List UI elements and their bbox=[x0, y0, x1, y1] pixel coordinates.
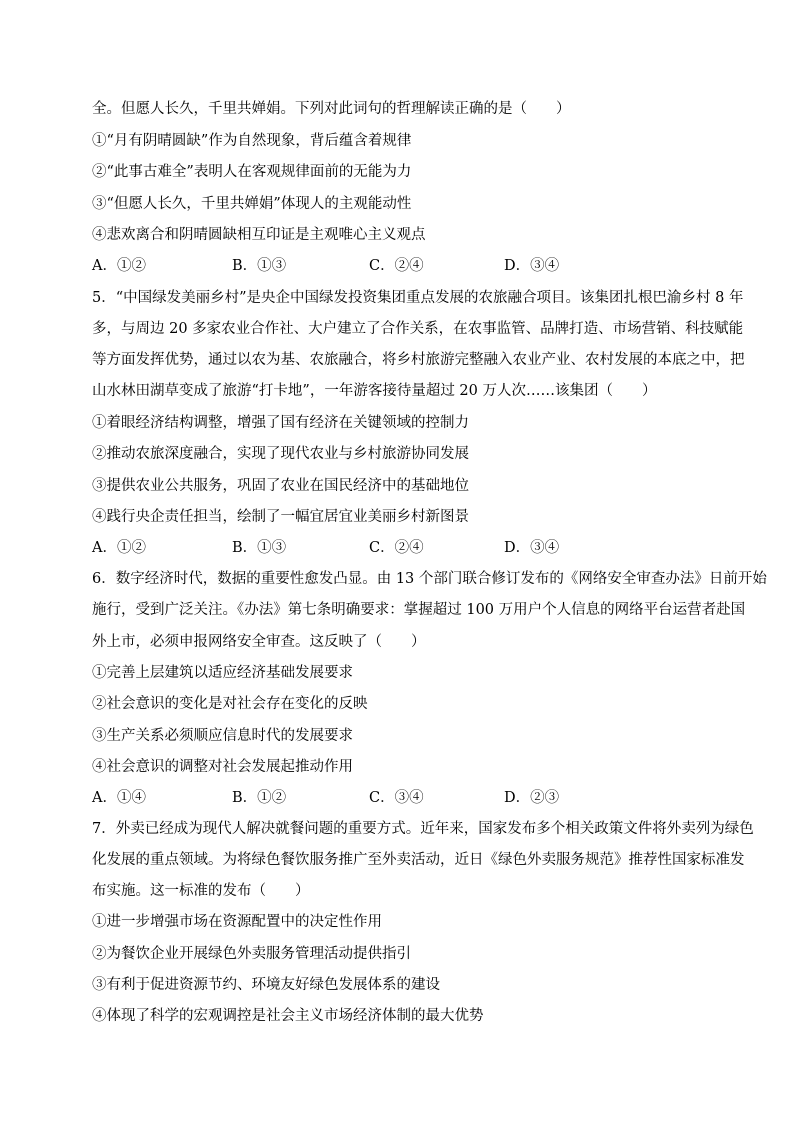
choice-a: A．①② bbox=[92, 258, 146, 274]
question-4-option-1: ①“月有阴晴圆缺”作为自然现象，背后蕴含着规律 bbox=[92, 133, 412, 149]
choice-b: B．①③ bbox=[232, 540, 287, 556]
question-5-stem-line: 多，与周边 20 多家农业合作社、大户建立了合作关系，在农事监管、品牌打造、市场营销、科技赋能 bbox=[92, 321, 744, 337]
question-7-stem-line: 化发展的重点领域。为将绿色餐饮服务推广至外卖活动，近日《绿色外卖服务规范》推荐性国家标准发 bbox=[92, 852, 745, 868]
question-5-option-2: ②推动农旅深度融合，实现了现代农业与乡村旅游协同发展 bbox=[92, 446, 469, 462]
question-6-option-4: ④社会意识的调整对社会发展起推动作用 bbox=[92, 759, 353, 775]
choice-b: B．①② bbox=[232, 790, 287, 806]
question-6-option-1: ①完善上层建筑以适应经济基础发展要求 bbox=[92, 665, 353, 681]
question-5-option-1: ①着眼经济结构调整，增强了国有经济在关键领域的控制力 bbox=[92, 415, 469, 431]
choice-c: C．③④ bbox=[369, 790, 424, 806]
choice-c: C．②④ bbox=[369, 540, 424, 556]
question-5-stem-line: 5．“中国绿发美丽乡村”是央企中国绿发投资集团重点发展的农旅融合项目。该集团扎根巴渝乡村 8 年 bbox=[92, 290, 744, 306]
choice-d: D．③④ bbox=[504, 258, 560, 274]
choice-b: B．①③ bbox=[232, 258, 287, 274]
choice-d: D．③④ bbox=[504, 540, 560, 556]
question-7-option-1: ①进一步增强市场在资源配置中的决定性作用 bbox=[92, 914, 382, 930]
question-4-option-3: ③“但愿人长久，千里共婵娟”体现人的主观能动性 bbox=[92, 196, 412, 212]
question-6-option-3: ③生产关系必须顺应信息时代的发展要求 bbox=[92, 728, 353, 744]
choice-a: A．①④ bbox=[92, 790, 146, 806]
question-4-option-2: ②“此事古难全”表明人在客观规律面前的无能为力 bbox=[92, 164, 412, 180]
question-6-stem-line: 6．数字经济时代，数据的重要性愈发凸显。由 13 个部门联合修订发布的《网络安全审查办法》日前开始 bbox=[92, 571, 767, 587]
question-4-option-4: ④悲欢离合和阴晴圆缺相互印证是主观唯心主义观点 bbox=[92, 227, 426, 243]
question-7-option-4: ④体现了科学的宏观调控是社会主义市场经济体制的最大优势 bbox=[92, 1008, 484, 1024]
question-6-choices bbox=[92, 788, 732, 808]
question-6-stem-line: 施行，受到广泛关注。《办法》第七条明确要求：掌握超过 100 万用户个人信息的网络平台运营者赴国 bbox=[92, 602, 746, 618]
question-4-choices bbox=[92, 256, 732, 276]
question-6-option-2: ②社会意识的变化是对社会存在变化的反映 bbox=[92, 696, 368, 712]
question-7-stem-line: 布实施。这一标准的发布（ ） bbox=[92, 883, 310, 899]
question-4-stem-line: 全。但愿人长久，千里共婵娟。下列对此词句的哲理解读正确的是（ ） bbox=[92, 101, 571, 117]
choice-a: A．①② bbox=[92, 540, 146, 556]
question-5-option-3: ③提供农业公共服务，巩固了农业在国民经济中的基础地位 bbox=[92, 478, 469, 494]
question-7-option-3: ③有利于促进资源节约、环境友好绿色发展体系的建设 bbox=[92, 977, 440, 993]
question-5-stem-line: 等方面发挥优势，通过以农为基、农旅融合，将乡村旅游完整融入农业产业、农村发展的本底之中，把 bbox=[92, 352, 745, 368]
question-5-choices bbox=[92, 538, 732, 558]
question-7-option-2: ②为餐饮企业开展绿色外卖服务管理活动提供指引 bbox=[92, 946, 411, 962]
choice-c: C．②④ bbox=[369, 258, 424, 274]
question-5-stem-line: 山水林田湖草变成了旅游“打卡地”，一年游客接待量超过 20 万人次……该集团（ ） bbox=[92, 383, 657, 399]
choice-d: D．②③ bbox=[504, 790, 560, 806]
question-5-option-4: ④践行央企责任担当，绘制了一幅宜居宜业美丽乡村新图景 bbox=[92, 509, 469, 525]
question-7-stem-line: 7．外卖已经成为现代人解决就餐问题的重要方式。近年来，国家发布多个相关政策文件将外卖列为绿色 bbox=[92, 821, 754, 837]
question-6-stem-line: 外上市，必须申报网络安全审查。这反映了（ ） bbox=[92, 634, 426, 650]
